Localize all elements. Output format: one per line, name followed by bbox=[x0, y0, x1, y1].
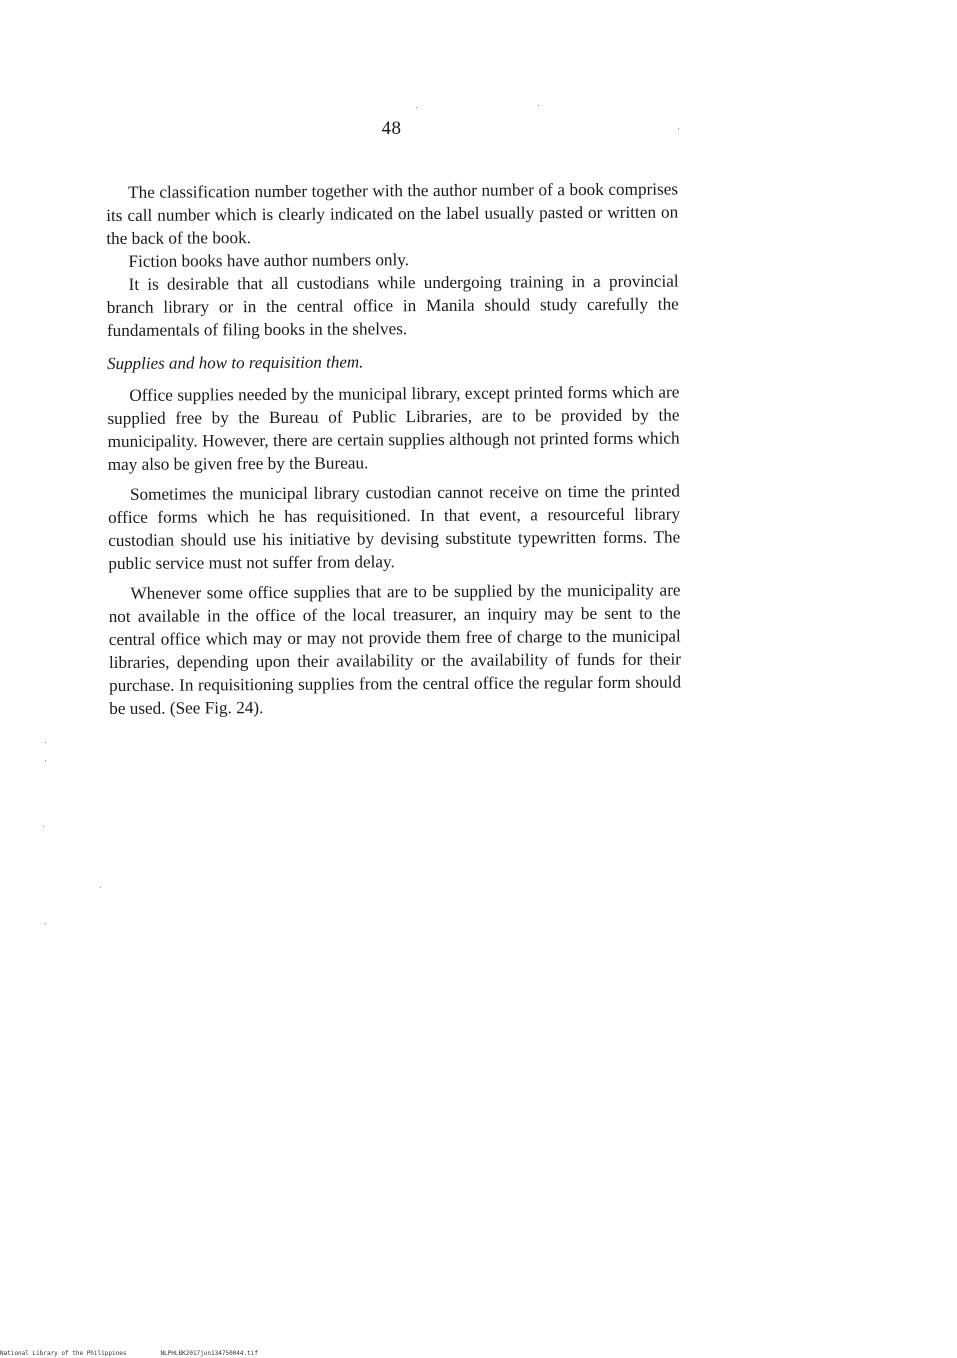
scan-footer bbox=[0, 1350, 258, 1357]
footer-source: National Library of the Philippines bbox=[0, 1350, 127, 1357]
paragraph-fiction: Fiction books have author numbers only. bbox=[128, 250, 410, 271]
scan-speck bbox=[45, 760, 46, 761]
scan-speck bbox=[45, 923, 46, 924]
section-heading: Supplies and how to requisition them. bbox=[107, 352, 364, 373]
scan-speck bbox=[538, 105, 539, 106]
footer-file-id: NLPHLBK2017jun134750044.tif bbox=[160, 1350, 258, 1357]
body-text-intro bbox=[106, 178, 681, 720]
paragraph-call-number: The classification number together with the author number of a book comprises its call number which is clearly indicated on the label usually pasted or written on the back of the book. bbox=[106, 179, 679, 248]
scan-speck bbox=[678, 128, 679, 129]
paragraph-requisition: Whenever some office supplies that are to be supplied by the municipality are not available in the office of the local treasurer, an inquiry may be sent to the central office which may or may not provide them free of charge to the municipal libraries, depending upon their availability or the availability of funds for their purchase. In requisitioning supplies from the central office the regular form should be used. (See Fig. 24). bbox=[108, 580, 682, 718]
scan-speck bbox=[45, 742, 46, 743]
paragraph-printed-forms: Sometimes the municipal library custodian cannot receive on time the printed office forms which he has requisitioned. In that event, a resourceful library custodian should use his initiative by devising substitute typewritten forms. The public service must not suffer from delay. bbox=[107, 481, 681, 573]
paragraph-training: It is desirable that all custodians while undergoing training in a provincial branch library or in the central office in Manila should study carefully the fundamentals of filing books in the shelves. bbox=[106, 271, 679, 340]
scan-speck bbox=[100, 887, 101, 888]
scan-speck bbox=[43, 826, 44, 827]
paragraph-office-supplies: Office supplies needed by the municipal library, except printed forms which are supplied free by the Bureau of Public Libraries, are to be provided by the municipality. However, there are certain supplies although not printed forms which may also be given free by the Bureau. bbox=[107, 382, 680, 474]
scan-speck bbox=[416, 107, 417, 108]
page-number: 48 bbox=[381, 118, 402, 139]
